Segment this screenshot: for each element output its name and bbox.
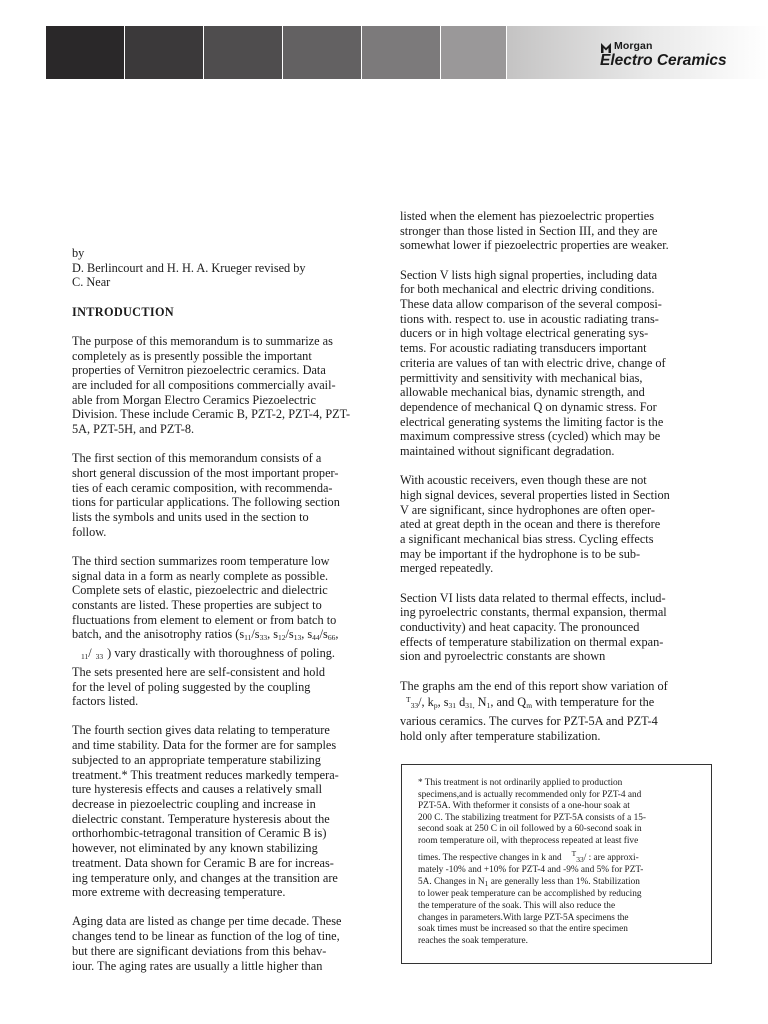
footnote-box	[401, 764, 712, 964]
text-line: Division. These include Ceramic B, PZT-2, PZT-4, PZT-	[72, 407, 351, 422]
subscript: 1	[484, 878, 489, 888]
footnote-line: mately -10% and +10% for PZT-4 and -9% and 5% for PZT-	[418, 865, 644, 876]
text-line: Aging data are listed as change per time decade. These	[72, 914, 342, 929]
text-line: electrical generating systems the limiting factor is the	[400, 414, 664, 429]
text-fragment: times. The respective changes in k and	[418, 852, 562, 863]
text-fragment: , s	[267, 627, 278, 642]
byline-authors: D. Berlincourt and H. H. A. Krueger revised by	[72, 260, 306, 275]
subscript: m	[526, 701, 533, 711]
text-line: may be important if the hydrophone is to be sub-	[400, 546, 641, 561]
footnote-line: specimens,and is actually recommended only for PZT-4 and	[418, 789, 642, 800]
subscript: 33	[259, 633, 268, 643]
text-line: allowable mechanical bias, dynamic strength, and	[400, 385, 645, 400]
text-line: short general discussion of the most important proper-	[72, 465, 339, 480]
text-line: ated at great depth in the ocean and there is therefore	[400, 517, 661, 532]
byline-by: by	[72, 246, 85, 260]
text-line: orthorhombic-tetragonal transition of Ceramic B is)	[72, 826, 327, 841]
text-fragment: 5A. Changes in N	[418, 876, 485, 887]
text-line: decrease in piezoelectric coupling and increase in	[72, 797, 316, 811]
text-line: signal data in a form as nearly complete as possible.	[72, 568, 329, 583]
text-line: tems. For acoustic radiating transducers important	[400, 341, 647, 356]
text-line: 5A, PZT-5H, and PZT-8.	[72, 422, 195, 437]
text-line: Section VI lists data related to thermal effects, includ-	[400, 590, 666, 605]
header-band-segment	[204, 26, 283, 79]
poling-line	[72, 646, 384, 665]
text-line: ing pyroelectric constants, thermal expansion, thermal	[400, 605, 667, 620]
text-line: dependence of mechanical Q on dynamic stress. For	[400, 399, 657, 414]
footnote-line: * This treatment is not ordinarily applied to production	[418, 778, 623, 788]
superscript: T	[406, 695, 411, 705]
text-line: ducers or in high voltage electrical generating sys-	[400, 326, 649, 341]
text-line: sion and pyroelectric constants are shown	[400, 649, 606, 664]
text-line: changes tend to be linear as function of the log of tine,	[72, 929, 340, 944]
text-line: but there are significant deviations from this behav-	[72, 943, 327, 958]
text-line: ture hysteresis effects and causes a relatively small	[72, 782, 323, 797]
text-line: follow.	[72, 524, 107, 539]
anisotropy-line	[72, 627, 384, 646]
footnote-line: second soak at 250 C in oil followed by a 60-second soak in	[418, 824, 642, 835]
text-fragment: with temperature for the	[532, 695, 655, 710]
text-line: tions for particular applications. The following section	[72, 495, 340, 510]
text-line: These data allow comparison of the several composi-	[400, 297, 662, 312]
left-column	[72, 246, 384, 973]
text-line: constants are listed. These properties are subject to	[72, 598, 322, 613]
text-line: are included for all compositions commercially avail-	[72, 377, 336, 392]
text-fragment: ,	[335, 627, 339, 642]
subscript: 33	[410, 701, 419, 711]
text-fragment: /s	[251, 627, 260, 642]
text-line: The sets presented here are self-consistent and hold	[72, 664, 326, 679]
brand-name-large: Electro Ceramics	[600, 52, 727, 69]
footnote-line: 200 C. The stabilizing treatment for PZT-5A consists of a 15-	[418, 812, 647, 823]
footnote-line: to lower peak temperature can be accomplished by reducing	[418, 889, 642, 900]
superscript: T	[571, 848, 577, 858]
subscript: 31,	[465, 701, 475, 711]
text-line: fluctuations from element to element or from batch to	[72, 612, 337, 627]
text-line: properties of Vernitron piezoelectric ceramics. Data	[72, 363, 326, 378]
text-line: With acoustic receivers, even though these are not	[400, 473, 647, 488]
text-line: merged repeatedly.	[400, 561, 494, 576]
text-fragment: , and Q	[490, 695, 527, 710]
text-line: The purpose of this memorandum is to summarize as	[72, 333, 333, 348]
text-line: The fourth section gives data relating to temperature	[72, 723, 330, 738]
header-band-segment	[125, 26, 204, 79]
text-line: treatment. Data shown for Ceramic B are for increas-	[72, 855, 334, 870]
text-line: The third section summarizes room temperature low	[72, 553, 330, 568]
text-line: somewhat lower if piezoelectric properties are weaker.	[400, 238, 669, 253]
footnote-line: reaches the soak temperature.	[418, 935, 528, 946]
header-band-segment	[362, 26, 441, 79]
text-line: The graphs am the end of this report show variation of	[400, 678, 668, 693]
text-fragment: /	[418, 695, 422, 710]
text-fragment: / : are approxi-	[583, 852, 639, 863]
text-line: for both mechanical and electric driving conditions.	[400, 282, 655, 297]
text-line: effects of temperature stabilization on thermal expan-	[400, 634, 664, 649]
subscript: 33	[576, 854, 584, 864]
footnote-line: room temperature oil, with theprocess repeated at least five	[418, 835, 639, 846]
text-line: listed when the element has piezoelectric properties	[400, 209, 655, 223]
subscript: p	[433, 701, 438, 711]
header-band-segment	[46, 26, 125, 79]
subscript: 1	[486, 701, 491, 711]
text-fragment: /	[88, 646, 92, 661]
text-line: more extreme with decreasing temperature.	[72, 885, 286, 900]
text-line: hold only after temperature stabilization.	[400, 728, 601, 743]
brand-name-small: Morgan	[614, 40, 653, 52]
text-line: factors listed.	[72, 694, 139, 709]
footnote-line: the temperature of the soak. This will also reduce the	[418, 900, 616, 911]
text-line: ties of each ceramic composition, with recommenda-	[72, 480, 333, 495]
text-fragment: /s	[319, 627, 328, 642]
footnote-line: soak times must be increased so that the entire specimen	[418, 924, 628, 935]
text-line: a significant mechanical bias stress. Cycling effects	[400, 532, 654, 547]
text-line: however, not eliminated by any known stabilizing	[72, 841, 318, 856]
text-line: conductivity) and heat capacity. The pronounced	[400, 620, 640, 635]
text-line: Section V lists high signal properties, including data	[400, 267, 658, 282]
text-fragment: , s	[437, 695, 449, 710]
text-line: stronger than those listed in Section III, and they are	[400, 223, 658, 238]
text-fragment: ) vary drastically with thoroughness of poling.	[107, 646, 335, 661]
text-fragment: d	[456, 695, 466, 710]
footnote-n1-line	[418, 877, 697, 890]
subscript: 31	[448, 701, 456, 711]
subscript: 11	[81, 652, 89, 662]
brand-logo	[600, 40, 750, 74]
text-line: dielectric constant. Temperature hysteresis about the	[72, 811, 330, 826]
byline-reviser: C. Near	[72, 275, 111, 290]
text-line: completely as is presently possible the important	[72, 348, 312, 363]
text-line: various ceramics. The curves for PZT-5A and PZT-4	[400, 714, 658, 729]
text-line: high signal devices, several properties listed in Section	[400, 487, 670, 502]
footnote-line: changes in parameters.With large PZT-5A specimens the	[418, 912, 629, 923]
text-fragment: /s	[285, 627, 294, 642]
text-line: maximum compressive stress (cycled) which may be	[400, 429, 661, 444]
variables-line	[400, 693, 716, 714]
text-line: and time stability. Data for the former are for samples	[72, 738, 337, 753]
text-fragment: , s	[301, 627, 313, 642]
text-line: lists the symbols and units used in the section to	[72, 510, 309, 525]
subscript: 13	[293, 633, 302, 643]
subscript: 11	[244, 633, 252, 643]
section-heading: INTRODUCTION	[72, 304, 174, 319]
text-fragment: are generally less than 1%. Stabilization	[488, 876, 640, 887]
text-line: for the level of poling suggested by the coupling	[72, 679, 311, 694]
text-line: maintained without significant degradation.	[400, 444, 615, 459]
text-line: treatment.* This treatment reduces markedly tempera-	[72, 767, 339, 782]
text-fragment: N	[474, 695, 487, 710]
subscript: 12	[278, 633, 286, 643]
text-line: iour. The aging rates are usually a little higher than	[72, 958, 323, 973]
text-line: The first section of this memorandum consists of a	[72, 451, 322, 466]
text-line: ing temperature only, and changes at the transition are	[72, 870, 338, 885]
footnote-line: PZT-5A. With theformer it consists of a one-hour soak at	[418, 801, 630, 812]
text-line: subjected to an appropriate temperature stabilizing	[72, 752, 321, 767]
header-band-segment	[441, 26, 507, 79]
text-fragment: , k	[421, 695, 434, 710]
text-fragment: batch, and the anisotrophy ratios (s	[72, 627, 245, 642]
header-band-segment	[283, 26, 362, 79]
subscript: 66	[327, 633, 336, 643]
text-line: able from Morgan Electro Ceramics Piezoelectric	[72, 392, 316, 407]
subscript: 44	[312, 633, 320, 643]
text-line: criteria are values of tan with electric drive, change of	[400, 355, 666, 370]
text-line: tions with. respect to. use in acoustic radiating trans-	[400, 311, 659, 326]
text-line: permittivity and sensitivity with mechanical bias,	[400, 370, 643, 385]
text-line: V are significant, since hydrophones are often oper-	[400, 502, 655, 517]
footnote-changes-line	[418, 848, 697, 866]
right-column	[400, 209, 716, 744]
text-line: Complete sets of elastic, piezoelectric and dielectric	[72, 583, 328, 598]
subscript: 33	[95, 652, 104, 662]
